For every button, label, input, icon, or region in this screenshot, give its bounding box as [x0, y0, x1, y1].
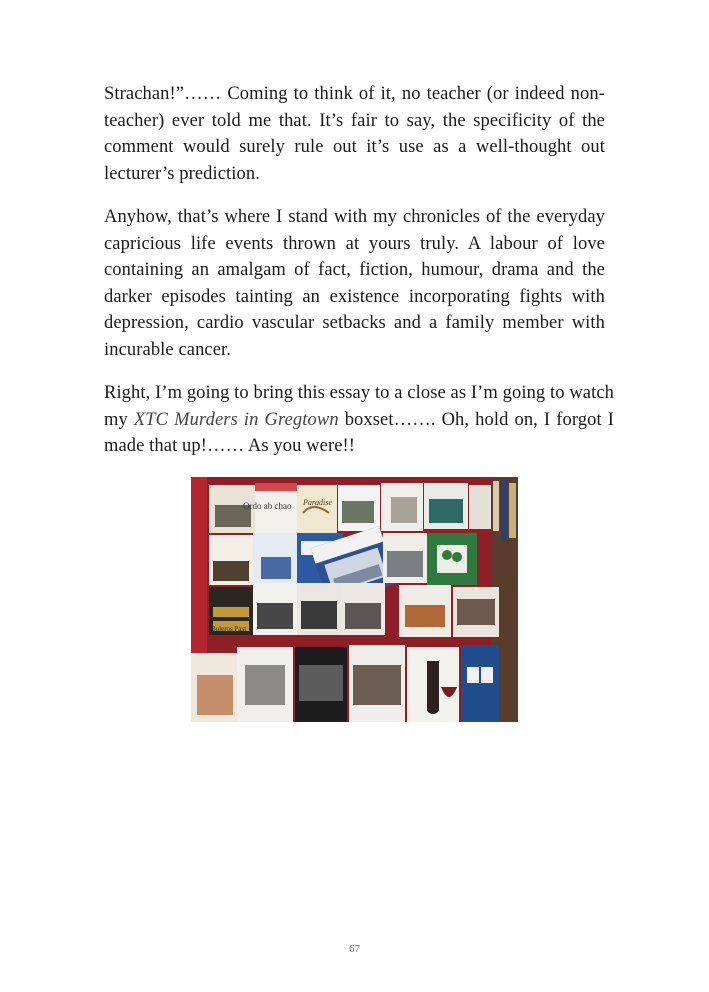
boxset-title: XTC Murders in Gregtown	[133, 409, 339, 430]
books-photo-illustration	[191, 477, 518, 722]
cover-title-2: Paradise	[303, 498, 332, 507]
books-photo	[191, 477, 518, 722]
paragraph-3	[104, 380, 614, 460]
page-number: 67	[349, 943, 360, 955]
cover-title-1: Ordo ab chao	[243, 501, 292, 511]
paragraph-1: Strachan!”…… Coming to think of it, no teacher (or indeed non-teacher) ever told me that. It’s fair to say, the specificity of the comment would surely rule out it’s use as a well-thought out lecturer’s prediction.	[104, 84, 605, 184]
paragraph-3-text-a: Right, I’m going to bring this essay to a close as I’m going to watch my	[104, 383, 614, 430]
cover-title-3: Boleros Past	[211, 625, 247, 633]
paragraph-3-text-b: boxset……. Oh, hold on, I forgot I made that up!…… As you were!!	[104, 409, 614, 456]
paragraph-2: Anyhow, that’s where I stand with my chronicles of the everyday capricious life events thrown at yours truly. A labour of love containing an amalgam of fact, fiction, humour, drama and the darker episodes tainting an existence incorporating fights with depression, cardio vascular setbacks and a family member with incurable cancer.	[104, 207, 605, 360]
